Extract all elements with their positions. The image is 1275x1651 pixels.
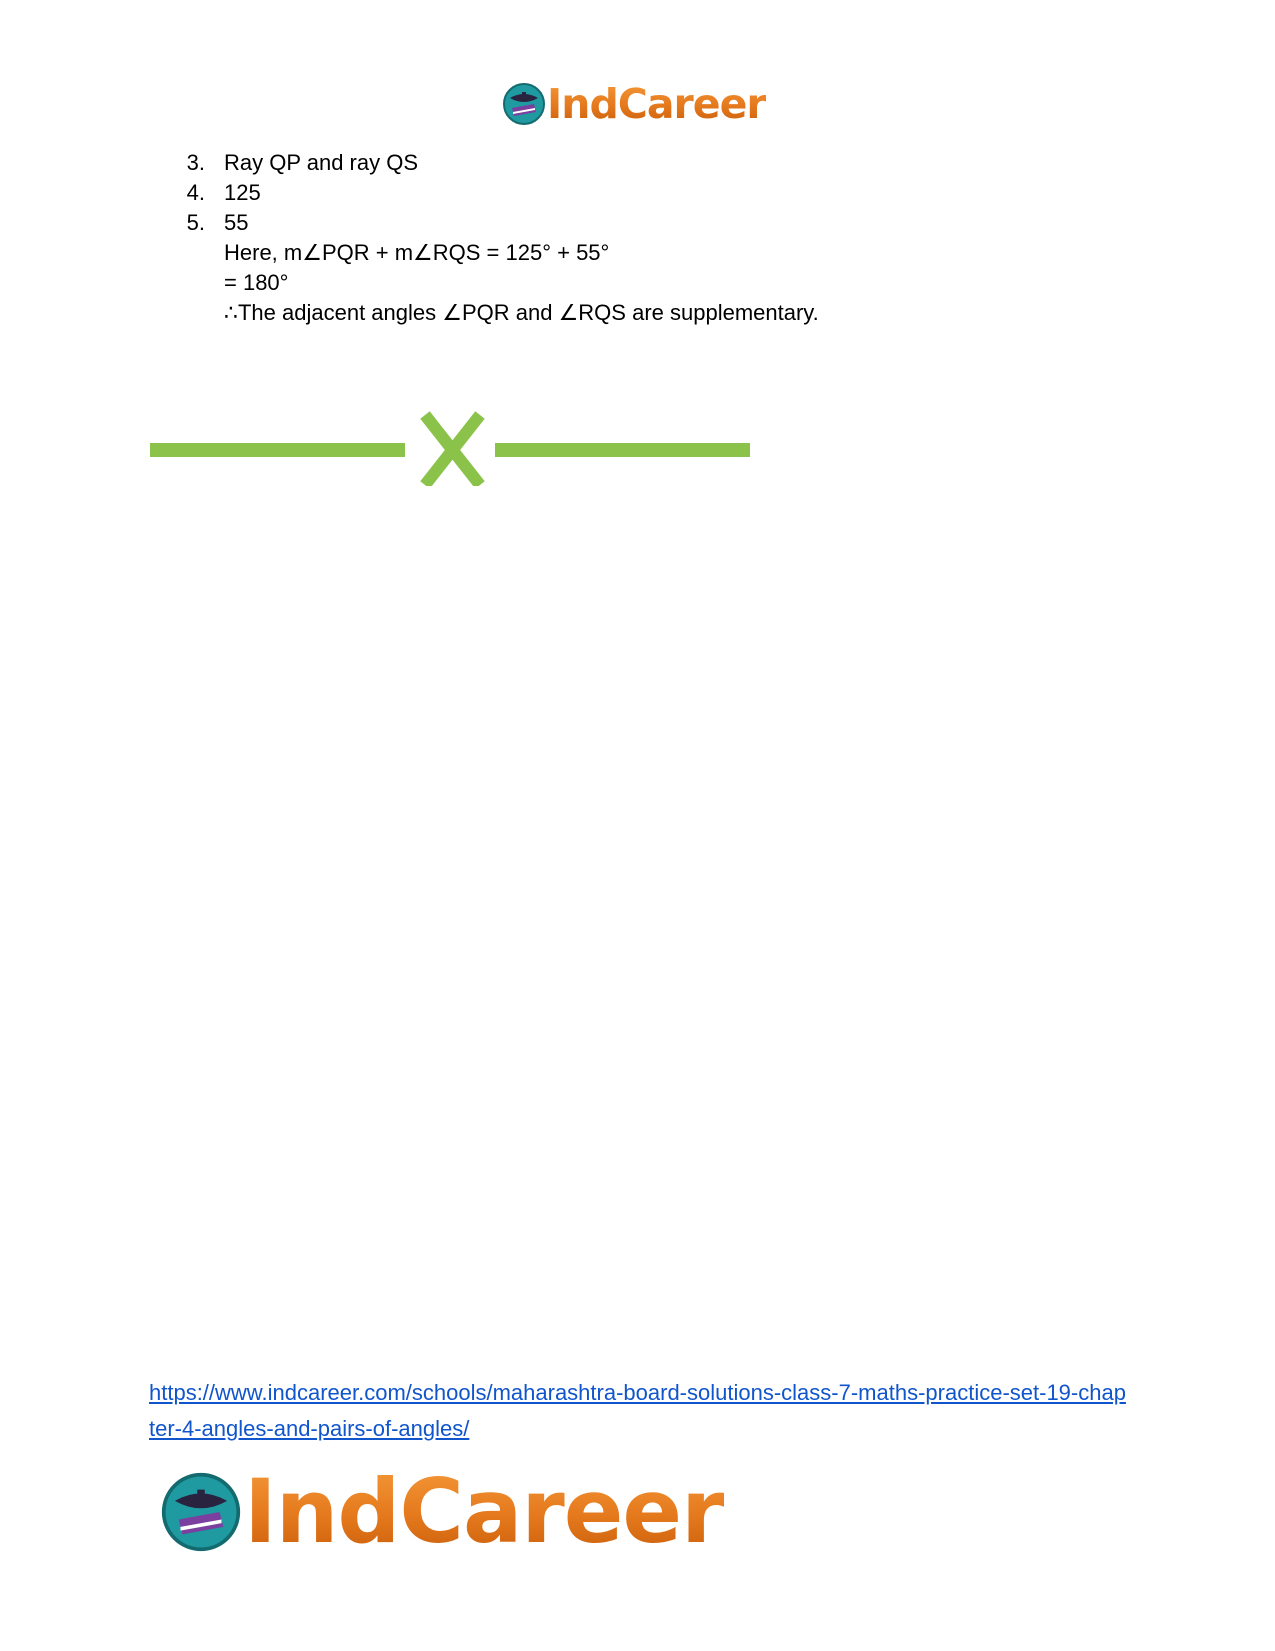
answer-text: Ray QP and ray QS (224, 150, 419, 175)
logo-globe-icon (160, 1471, 242, 1553)
divider-line-left (150, 443, 405, 457)
footer-logo (160, 1462, 724, 1562)
logo-globe-icon (502, 82, 546, 126)
answer-number: 5 . (183, 208, 205, 238)
answer-explanation-line: = 180° (224, 270, 289, 295)
answer-list (183, 148, 819, 328)
answer-item (183, 148, 819, 178)
answer-number: 3 . (183, 148, 205, 178)
answer-item (183, 208, 819, 328)
divider-line-right (495, 443, 750, 457)
answer-number: 4 . (183, 178, 205, 208)
answer-text: 55 (224, 210, 249, 235)
divider-x-icon (425, 415, 480, 485)
header-logo (502, 80, 766, 128)
logo-wordmark: IndCareer (244, 1460, 724, 1563)
answer-explanation-line: Here, m∠PQR + m∠RQS = 125° + 55° (224, 240, 610, 265)
section-divider (150, 410, 750, 486)
logo-wordmark: IndCareer (547, 80, 766, 128)
source-url-link[interactable]: https://www.indcareer.com/schools/maharashtra-board-solutions-class-7-maths-practice-set-19-chapter-4-angles-and-pairs-of-angles/ (149, 1380, 1126, 1441)
answer-item (183, 178, 819, 208)
answer-text: 125 (224, 180, 261, 205)
answer-explanation-line: ∴The adjacent angles ∠PQR and ∠RQS are supplementary. (224, 300, 819, 325)
